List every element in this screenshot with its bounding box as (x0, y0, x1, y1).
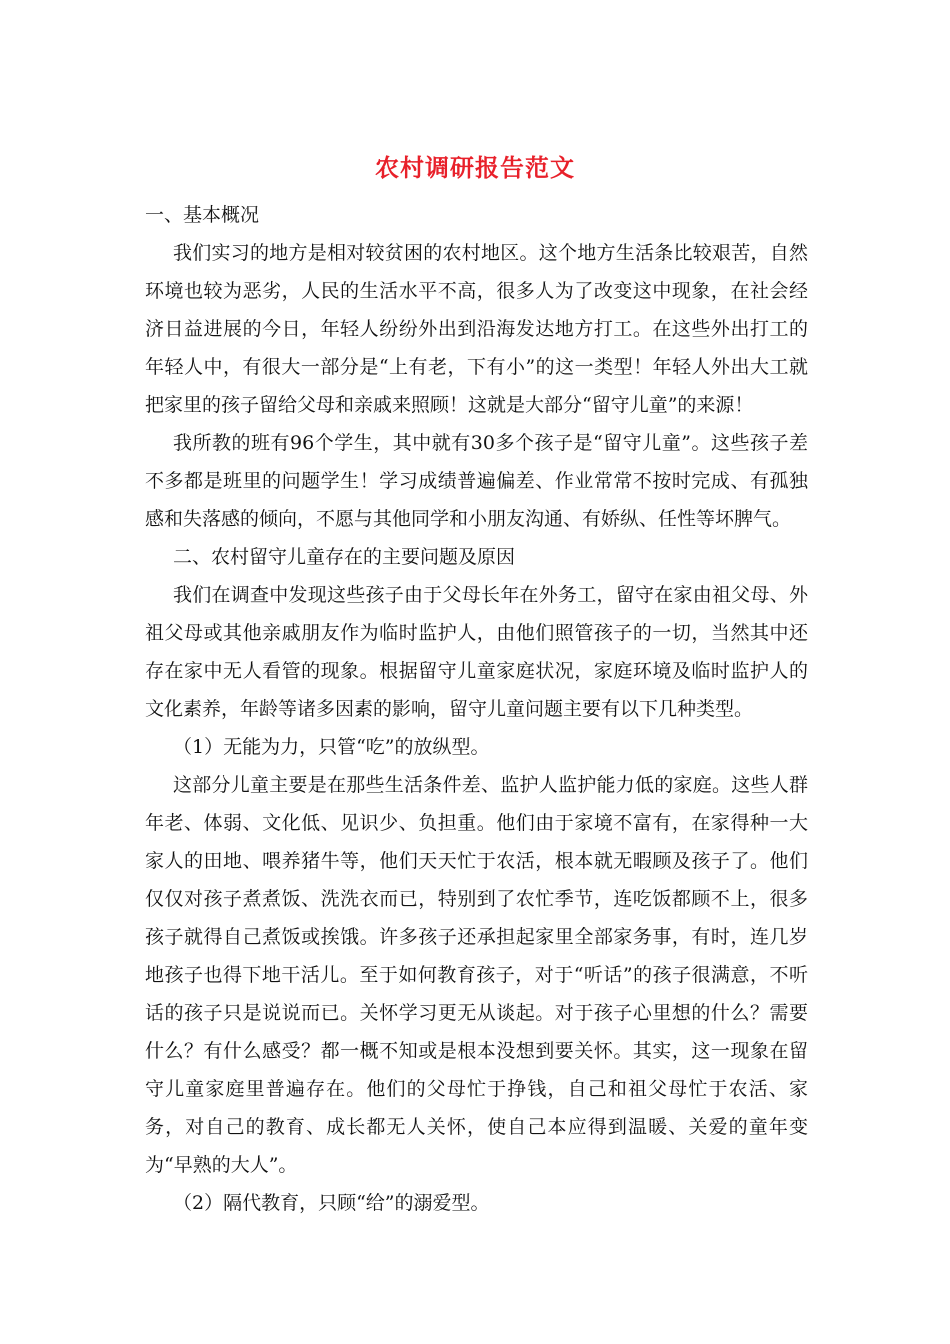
paragraph-class-statistics: 我所教的班有96个学生，其中就有30多个孩子是“留守儿童”。这些孩子差不多都是班里的问题学生！学习成绩普遍偏差、作业常常不按时完成、有孤独感和失落感的倾向，不愿与其他同学和小朋友沟通、有娇纵、任性等坏脾气。 (145, 432, 808, 530)
subheading-type-2: （2）隔代教育，只顾“给”的溺爱型。 (173, 1192, 490, 1214)
document-body (145, 196, 808, 1222)
paragraph-survey-findings: 我们在调查中发现这些孩子由于父母长年在外务工，留守在家由祖父母、外祖父母或其他亲戚朋友作为临时监护人，由他们照管孩子的一切，当然其中还存在家中无人看管的现象。根据留守儿童家庭状况，家庭环境及临时监护人的文化素养，年龄等诸多因素的影响，留守儿童问题主要有以下几种类型。 (145, 584, 808, 720)
document-title: 农村调研报告范文 (375, 153, 575, 182)
section-heading-main-problems: 二、农村留守儿童存在的主要问题及原因 (173, 546, 516, 568)
paragraph-type-1-description: 这部分儿童主要是在那些生活条件差、监护人监护能力低的家庭。这些人群年老、体弱、文化低、见识少、负担重。他们由于家境不富有，在家得种一大家人的田地、喂养猪牛等，他们天天忙于农活，根本就无暇顾及孩子了。他们仅仅对孩子煮煮饭、洗洗衣而已，特别到了农忙季节，连吃饭都顾不上，很多孩子就得自己煮饭或挨饿。许多孩子还承担起家里全部家务事，有时，连几岁地孩子也得下地干活儿。至于如何教育孩子，对于“听话”的孩子很满意，不听话的孩子只是说说而已。关怀学习更无从谈起。对于孩子心里想的什么？需要什么？有什么感受？都一概不知或是根本没想到要关怀。其实，这一现象在留守儿童家庭里普遍存在。他们的父母忙于挣钱，自己和祖父母忙于农活、家务，对自己的教育、成长都无人关怀，使自己本应得到温暖、关爱的童年变为“早熟的大人”。 (145, 774, 808, 1176)
subheading-type-1: （1）无能为力，只管“吃”的放纵型。 (173, 736, 490, 758)
paragraph-location-description: 我们实习的地方是相对较贫困的农村地区。这个地方生活条比较艰苦，自然环境也较为恶劣，人民的生活水平不高，很多人为了改变这中现象，在社会经济日益进展的今日，年轻人纷纷外出到沿海发达地方打工。在这些外出打工的年轻人中，有很大一部分是“上有老，下有小”的这一类型！年轻人外出大工就把家里的孩子留给父母和亲戚来照顾！这就是大部分“留守儿童”的来源！ (145, 242, 808, 416)
section-heading-basic-overview: 一、基本概况 (145, 204, 260, 226)
